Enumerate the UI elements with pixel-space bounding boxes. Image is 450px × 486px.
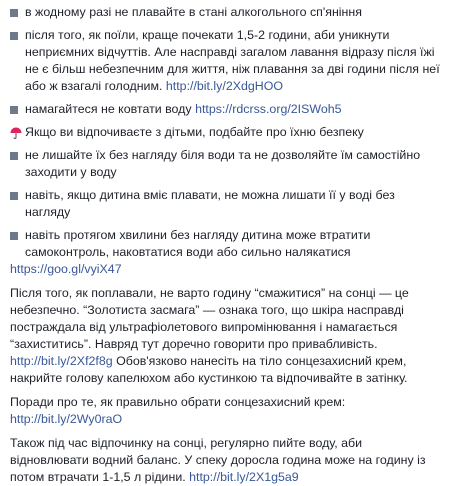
item-text: після того, як поїли, краще почекати 1,5-2 години, аби уникнути неприємних відчуттів. Але насправді загалом лавання відразу після їжі не є більш небезпечним для життя, ніж плавання за дві години після неї або ж взагалі голодним. [25,28,440,93]
item-link-line [10,261,440,278]
link[interactable]: https://goo.gl/vyiX47 [10,262,122,276]
square-bullet-icon [10,4,25,21]
list-item: Якщо ви відпочиваєте з дітьми, подбайте про їхню безпеку [10,124,440,141]
paragraph: Також під час відпочинку на сонці, регулярно пийте воду, аби відновлювати водний баланс. У спеку доросла година може на годину із потом втрачати 1-1,5 л рідини. http://bit.ly/2X1g5a9 [10,436,426,484]
square-bullet-icon [10,27,25,44]
square-bullet-icon [10,101,25,118]
link[interactable]: https://rdcrss.org/2ISWoh5 [195,102,342,116]
link[interactable]: http://bit.ly/2Xf2f8g [10,354,113,368]
link[interactable]: http://bit.ly/2Wy0raO [10,412,123,426]
square-bullet-icon [10,147,25,164]
umbrella-icon [10,124,25,141]
square-bullet-icon [10,187,25,204]
item-text: намагайтеся не ковтати воду [25,102,192,116]
list-item: в жодному разі не плавайте в стані алкогольного сп'яніння [10,4,440,21]
list-item: навіть, якщо дитина вміє плавати, не можна лишати її у воді без нагляду [10,187,440,221]
paragraph: Поради про те, як правильно обрати сонцезахисний крем: http://bit.ly/2Wy0raO [10,395,346,426]
list-item: не лишайте їх без нагляду біля води та не дозволяйте їм самостійно заходити у воду [10,147,440,181]
paragraph: Після того, як поплавали, не варто годину “смажитися” на сонці — це небезпечно. “Золотиста засмага” — ознака того, що шкіра насправді постраждала від ультрафіолетового випромінювання і намагається “захиститись”. Навряд тут доречно говорити про привабливість. http://bit.ly/2Xf2f8g Обов'язково нанесіть на тіло сонцезахисний крем, накрийте голову капелюхом або кустинкою та відпочивайте в затінку. [10,286,409,385]
list-item [10,101,440,118]
list-item [10,27,440,95]
square-bullet-icon [10,227,25,244]
list-item: навіть протягом хвилини без нагляду дитина може втратити самоконтроль, наковтатися води або сильно налякатися [10,227,440,261]
link[interactable]: http://bit.ly/2X1g5a9 [189,470,299,484]
link[interactable]: http://bit.ly/2XdgHOO [165,79,283,93]
